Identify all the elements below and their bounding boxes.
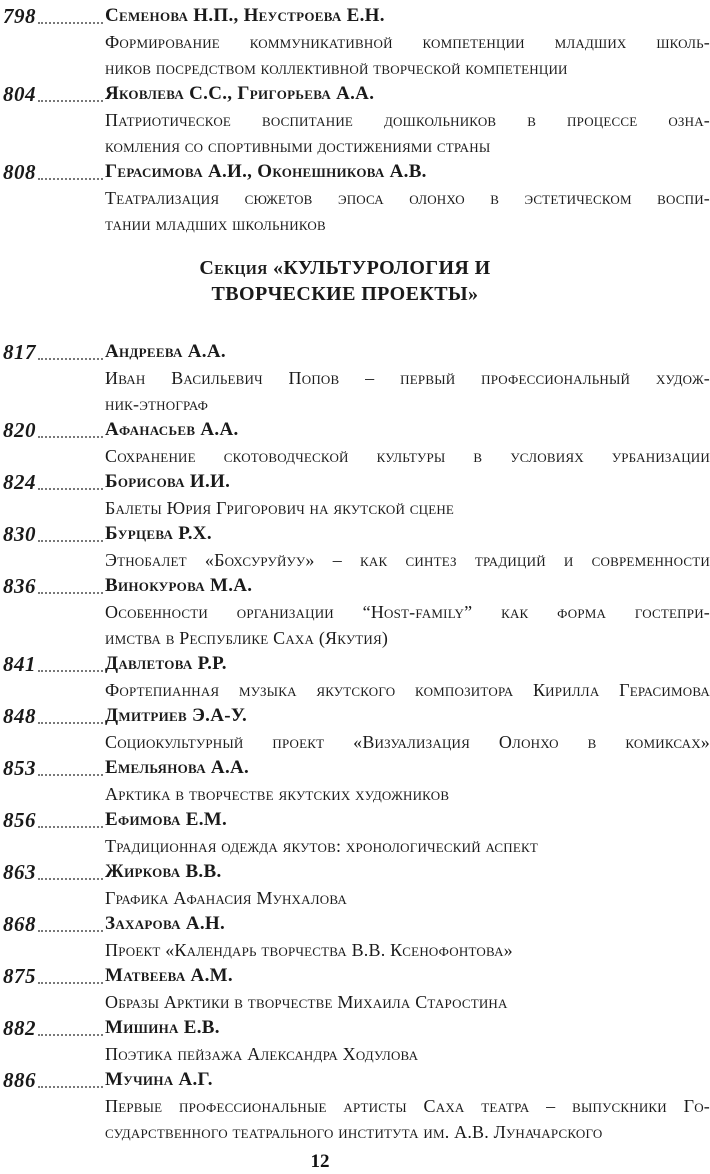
entry-authors: Бурцева Р.Х. [105, 523, 212, 544]
entry-title [0, 107, 710, 159]
entry-page-number: 853 [3, 756, 36, 780]
entry-page-number: 830 [3, 522, 36, 546]
toc-entry [0, 81, 710, 159]
entry-page-number: 817 [3, 340, 36, 364]
dotted-leader [38, 488, 103, 490]
entry-authors: Борисова И.И. [105, 471, 231, 492]
title-line: Графика Афанасия Мунхалова [105, 888, 347, 908]
entry-title [0, 781, 710, 807]
title-line: тании младших школьников [105, 214, 326, 234]
entry-page-number: 824 [3, 470, 36, 494]
title-line: Традиционная одежда якутов: хронологический аспект [105, 836, 539, 856]
entry-page-number: 868 [3, 912, 36, 936]
toc-entry [0, 339, 710, 417]
entry-authors: Андреева А.А. [105, 341, 226, 362]
entry-title [0, 989, 710, 1015]
entry-authors: Емельянова А.А. [105, 757, 250, 778]
entry-page-number-block [3, 1067, 104, 1093]
dotted-leader [38, 22, 103, 24]
toc-entry [0, 1067, 710, 1145]
toc-entry [0, 859, 710, 911]
entry-title [0, 365, 710, 417]
entry-page-number: 848 [3, 704, 36, 728]
toc-entry [0, 755, 710, 807]
page-number-footer: 12 [310, 1151, 330, 1172]
entry-page-number-block [3, 521, 104, 547]
title-line: Фортепианная музыка якутского композитора Кирилла Герасимова [105, 680, 710, 700]
title-line: Образы Арктики в творчестве Михаила Старостина [105, 992, 508, 1012]
dotted-leader [38, 774, 103, 776]
entry-authors: Матвеева А.М. [105, 965, 233, 986]
dotted-leader [38, 722, 103, 724]
entry-page-number: 856 [3, 808, 36, 832]
section-heading-line2: ТВОРЧЕСКИЕ ПРОЕКТЫ» [211, 283, 479, 305]
dotted-leader [38, 540, 103, 542]
entry-authors: Давлетова Р.Р. [105, 653, 227, 674]
toc-entry [0, 469, 710, 521]
title-line: ник-этнограф [105, 394, 209, 414]
title-line: Балеты Юрия Григорович на якутской сцене [105, 498, 455, 518]
title-line: Сохранение скотоводческой культуры в условиях урбанизации [105, 446, 710, 466]
entry-authors: Жиркова В.В. [105, 861, 222, 882]
toc-entry [0, 1015, 710, 1067]
entry-authors: Захарова А.Н. [105, 913, 226, 934]
entry-authors: Мучина А.Г. [105, 1069, 213, 1090]
entry-page-number-block [3, 859, 104, 885]
entry-page-number-block [3, 807, 104, 833]
title-line: сударственного театрального института им. А.В. Луначарского [105, 1122, 603, 1142]
entry-page-number-block [3, 469, 104, 495]
title-line: ников посредством коллективной творческой компетенции [105, 58, 568, 78]
toc-entry [0, 573, 710, 651]
toc-entry [0, 3, 710, 81]
toc-list-top [0, 3, 710, 237]
entry-title [0, 29, 710, 81]
entry-title [0, 443, 710, 469]
entry-page-number-block [3, 573, 104, 599]
dotted-leader [38, 436, 103, 438]
toc-entry [0, 159, 710, 237]
dotted-leader [38, 878, 103, 880]
dotted-leader [38, 100, 103, 102]
entry-title [0, 495, 710, 521]
title-line: Театрализация сюжетов эпоса олонхо в эстетическом воспи- [105, 188, 710, 208]
title-line: Иван Васильевич Попов – первый профессиональный худож- [105, 368, 710, 388]
entry-page-number-block [3, 159, 104, 185]
title-line: Особенности организации “Host-family” как форма гостепри- [105, 602, 710, 622]
entry-page-number: 804 [3, 82, 36, 106]
toc-entry [0, 911, 710, 963]
section-heading [0, 255, 690, 307]
toc-entry [0, 963, 710, 1015]
dotted-leader [38, 1034, 103, 1036]
title-line: имства в Республике Саха (Якутия) [105, 628, 389, 648]
entry-authors: Семенова Н.П., Неустроева Е.Н. [105, 5, 385, 26]
title-line: Формирование коммуникативной компетенции младших школь- [105, 32, 710, 52]
title-line: Социокультурный проект «Визуализация Олонхо в комиксах» [105, 732, 710, 752]
entry-page-number: 820 [3, 418, 36, 442]
entry-authors: Герасимова А.И., Оконешникова А.В. [105, 161, 427, 182]
entry-title [0, 1041, 710, 1067]
entry-page-number-block [3, 963, 104, 989]
toc-list-section [0, 339, 710, 1145]
entry-title [0, 185, 710, 237]
toc-entry [0, 807, 710, 859]
entry-page-number-block [3, 651, 104, 677]
title-line: Проект «Календарь творчества В.В. Ксенофонтова» [105, 940, 513, 960]
entry-title [0, 937, 710, 963]
dotted-leader [38, 358, 103, 360]
toc-entry [0, 417, 710, 469]
entry-page-number-block [3, 81, 104, 107]
title-line: Арктика в творчестве якутских художников [105, 784, 450, 804]
entry-page-number: 836 [3, 574, 36, 598]
entry-authors: Афанасьев А.А. [105, 419, 239, 440]
dotted-leader [38, 178, 103, 180]
entry-page-number: 886 [3, 1068, 36, 1092]
dotted-leader [38, 982, 103, 984]
entry-authors: Винокурова М.А. [105, 575, 253, 596]
dotted-leader [38, 670, 103, 672]
entry-title [0, 885, 710, 911]
entry-authors: Мишина Е.В. [105, 1017, 220, 1038]
entry-page-number: 875 [3, 964, 36, 988]
entry-page-number-block [3, 703, 104, 729]
dotted-leader [38, 592, 103, 594]
spacer [0, 307, 710, 339]
entry-title [0, 677, 710, 703]
title-line: Первые профессиональные артисты Саха театра – выпускники Го- [105, 1096, 710, 1116]
entry-authors: Ефимова Е.М. [105, 809, 228, 830]
entry-title [0, 599, 710, 651]
entry-title [0, 547, 710, 573]
dotted-leader [38, 930, 103, 932]
toc-entry [0, 703, 710, 755]
entry-authors: Дмитриев Э.А-У. [105, 705, 248, 726]
entry-page-number-block [3, 911, 104, 937]
title-line: комления со спортивными достижениями страны [105, 136, 491, 156]
section-heading-line1: Секция «КУЛЬТУРОЛОГИЯ И [199, 257, 491, 279]
entry-page-number: 798 [3, 4, 36, 28]
entry-page-number-block [3, 755, 104, 781]
entry-page-number: 841 [3, 652, 36, 676]
entry-page-number: 863 [3, 860, 36, 884]
entry-page-number: 808 [3, 160, 36, 184]
toc-entry [0, 651, 710, 703]
toc-entry [0, 521, 710, 573]
title-line: Этнобалет «Бохсуруйуу» – как синтез традиций и современности [105, 550, 710, 570]
dotted-leader [38, 1086, 103, 1088]
entry-page-number: 882 [3, 1016, 36, 1040]
entry-page-number-block [3, 339, 104, 365]
entry-title [0, 1093, 710, 1145]
dotted-leader [38, 826, 103, 828]
entry-title [0, 729, 710, 755]
title-line: Патриотическое воспитание дошкольников в процессе озна- [105, 110, 710, 130]
entry-authors: Яковлева С.С., Григорьева А.А. [105, 83, 375, 104]
spacer [0, 237, 710, 255]
entry-title [0, 833, 710, 859]
entry-page-number-block [3, 3, 104, 29]
entry-page-number-block [3, 417, 104, 443]
entry-page-number-block [3, 1015, 104, 1041]
title-line: Поэтика пейзажа Александра Ходулова [105, 1044, 419, 1064]
